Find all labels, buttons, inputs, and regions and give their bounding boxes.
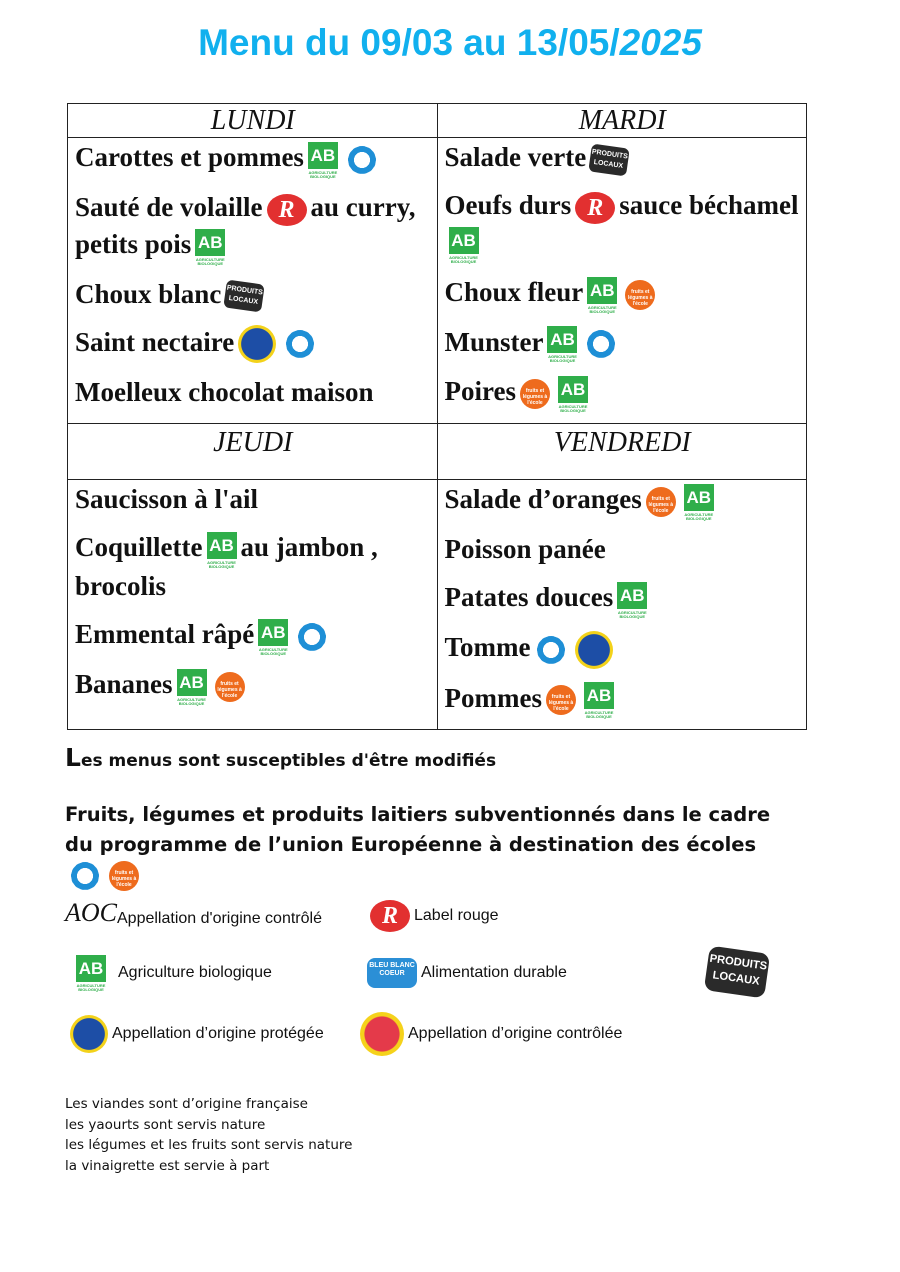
dish-item xyxy=(75,666,431,705)
dish-item xyxy=(75,189,431,265)
ab-bio-logo-icon: AB AGRICULTURE BIOLOGIQUE xyxy=(195,229,225,265)
day-header-vendredi: VENDREDI xyxy=(437,424,807,480)
fruits-ecole-logo-icon: fruits et légumes à l'école xyxy=(546,685,576,715)
label-rouge-logo-icon: R xyxy=(370,900,410,932)
footer-notes xyxy=(65,1094,352,1176)
legend-label: Agriculture biologique xyxy=(118,964,272,981)
dish-text: Patates douces xyxy=(444,581,614,612)
produits-locaux-logo-icon: PRODUITS LOCAUX xyxy=(224,280,266,313)
produits-locaux-logo-icon: PRODUITS LOCAUX xyxy=(588,143,630,176)
aop-logo-icon xyxy=(360,1012,404,1056)
dish-text: Munster xyxy=(444,326,544,357)
dish-text: Salade d’oranges xyxy=(444,484,642,515)
ab-bio-logo-icon: AB AGRICULTURE BIOLOGIQUE xyxy=(76,955,106,991)
dish-item xyxy=(445,531,801,568)
fruits-ecole-logo-icon: fruits et légumes à l'école xyxy=(109,861,139,891)
title-year: 2025 xyxy=(619,22,702,63)
ab-bio-logo-icon: AB AGRICULTURE BIOLOGIQUE xyxy=(617,582,647,618)
legend-igp xyxy=(70,1015,324,1053)
legend-label: Appellation d’origine protégée xyxy=(112,1025,324,1042)
ab-bio-logo-icon: AB AGRICULTURE BIOLOGIQUE xyxy=(584,682,614,718)
ab-bio-logo-icon: AB AGRICULTURE BIOLOGIQUE xyxy=(449,227,479,263)
dish-text: Coquillette xyxy=(75,532,203,563)
dish-text: Saucisson à l'ail xyxy=(75,484,259,515)
dish-text: Bananes xyxy=(75,668,173,699)
igp-logo-icon xyxy=(238,325,276,363)
day-menu-vendredi xyxy=(437,480,807,730)
dish-text: Choux fleur xyxy=(444,276,584,307)
dish-item xyxy=(445,579,801,618)
fruits-ecole-logo-icon: fruits et légumes à l'école xyxy=(215,672,245,702)
footer-line: les yaourts sont servis nature xyxy=(65,1116,266,1133)
page-title xyxy=(0,22,900,64)
legend-produits-locaux xyxy=(708,953,768,988)
ab-bio-logo-icon: AB AGRICULTURE BIOLOGIQUE xyxy=(684,484,714,520)
dish-text: au jambon , brocolis xyxy=(75,532,378,601)
dish-item xyxy=(445,373,801,412)
dish-item xyxy=(445,324,801,363)
footer-line: la vinaigrette est servie à part xyxy=(65,1157,270,1174)
legend-aop xyxy=(360,1012,622,1056)
dish-text: Poires xyxy=(444,376,516,407)
day-header-mardi: MARDI xyxy=(437,104,807,138)
subsidy-notice xyxy=(65,800,785,892)
dish-text: sauce béchamel xyxy=(619,190,799,220)
dish-item xyxy=(75,374,431,411)
dish-item xyxy=(75,276,431,313)
legend-ab xyxy=(76,955,272,991)
legend-label: Alimentation durable xyxy=(421,964,567,981)
subsidy-text: Fruits, légumes et produits laitiers subventionnés dans le cadre du programme de l’union Européenne à destination des écoles xyxy=(65,803,771,856)
dish-text: Salade verte xyxy=(444,142,587,172)
dish-item xyxy=(75,616,431,655)
ab-bio-logo-icon: AB AGRICULTURE BIOLOGIQUE xyxy=(308,142,338,178)
legend-label: Appellation d'origine contrôlé xyxy=(117,910,322,927)
dish-text: Emmental râpé xyxy=(75,618,255,649)
ab-bio-logo-icon: AB AGRICULTURE BIOLOGIQUE xyxy=(207,532,237,568)
ab-bio-logo-icon: AB AGRICULTURE BIOLOGIQUE xyxy=(587,277,617,313)
produits-locaux-logo-icon: PRODUITS LOCAUX xyxy=(704,946,770,999)
label-rouge-logo-icon: R xyxy=(267,194,307,226)
dish-text: Moelleux chocolat maison xyxy=(75,377,374,408)
ab-bio-logo-icon: AB AGRICULTURE BIOLOGIQUE xyxy=(558,376,588,412)
dish-item xyxy=(445,680,801,719)
dish-item xyxy=(445,274,801,313)
fruits-ecole-logo-icon: fruits et légumes à l'école xyxy=(520,379,550,409)
dish-text: au curry, petits pois xyxy=(75,191,416,259)
legend-label: Appellation d’origine contrôlée xyxy=(408,1025,623,1042)
weekly-menu-table xyxy=(67,103,807,730)
footer-line: Les viandes sont d’origine française xyxy=(65,1096,308,1112)
lait-ecole-logo-icon xyxy=(346,144,378,176)
footer-line: les légumes et les fruits sont servis nature xyxy=(65,1137,353,1153)
label-rouge-logo-icon: R xyxy=(575,192,615,224)
dish-text: Pommes xyxy=(444,682,542,713)
fruits-ecole-logo-icon: fruits et légumes à l'école xyxy=(646,487,676,517)
notice-initial: L xyxy=(65,743,81,772)
day-menu-mardi xyxy=(437,138,807,424)
legend-label-rouge xyxy=(370,900,499,932)
legend-label: Label rouge xyxy=(414,907,499,924)
igp-logo-icon xyxy=(575,631,613,669)
bleu-blanc-coeur-logo-icon: BLEU BLANC COEUR xyxy=(367,958,417,988)
dish-text: Choux blanc xyxy=(75,278,222,309)
dish-text: Tomme xyxy=(444,631,531,662)
dish-item xyxy=(75,529,431,605)
dish-item xyxy=(445,481,801,520)
aoc-logo-icon: AOC xyxy=(65,898,117,927)
lait-ecole-logo-icon xyxy=(69,860,101,892)
menu-change-notice xyxy=(65,743,496,772)
ab-bio-logo-icon: AB AGRICULTURE BIOLOGIQUE xyxy=(258,619,288,655)
lait-ecole-logo-icon xyxy=(535,634,567,666)
igp-logo-icon xyxy=(70,1015,108,1053)
legend-bleu-blanc-coeur xyxy=(367,958,567,988)
notice-text: es menus sont susceptibles d'être modifiés xyxy=(80,751,497,771)
dish-text: Poisson panée xyxy=(444,533,606,564)
dish-item xyxy=(445,139,801,176)
lait-ecole-logo-icon xyxy=(296,621,328,653)
dish-text: Sauté de volaille xyxy=(75,191,263,222)
dish-item xyxy=(75,139,431,178)
dish-item xyxy=(445,187,801,263)
lait-ecole-logo-icon xyxy=(284,328,316,360)
day-menu-jeudi xyxy=(68,480,438,730)
title-text: Menu du 09/03 au 13/05/ xyxy=(198,22,620,63)
dish-item xyxy=(75,481,431,518)
ab-bio-logo-icon: AB AGRICULTURE BIOLOGIQUE xyxy=(547,326,577,362)
dish-item xyxy=(445,629,801,669)
day-header-jeudi: JEUDI xyxy=(68,424,438,480)
fruits-ecole-logo-icon: fruits et légumes à l'école xyxy=(625,280,655,310)
lait-ecole-logo-icon xyxy=(585,328,617,360)
legend-aoc xyxy=(65,893,322,945)
dish-text: Carottes et pommes xyxy=(75,142,304,172)
dish-item xyxy=(75,324,431,364)
day-menu-lundi xyxy=(68,138,438,424)
ab-bio-logo-icon: AB AGRICULTURE BIOLOGIQUE xyxy=(177,669,207,705)
day-header-lundi: LUNDI xyxy=(68,104,438,138)
dish-text: Saint nectaire xyxy=(75,326,235,357)
dish-text: Oeufs durs xyxy=(444,190,572,220)
